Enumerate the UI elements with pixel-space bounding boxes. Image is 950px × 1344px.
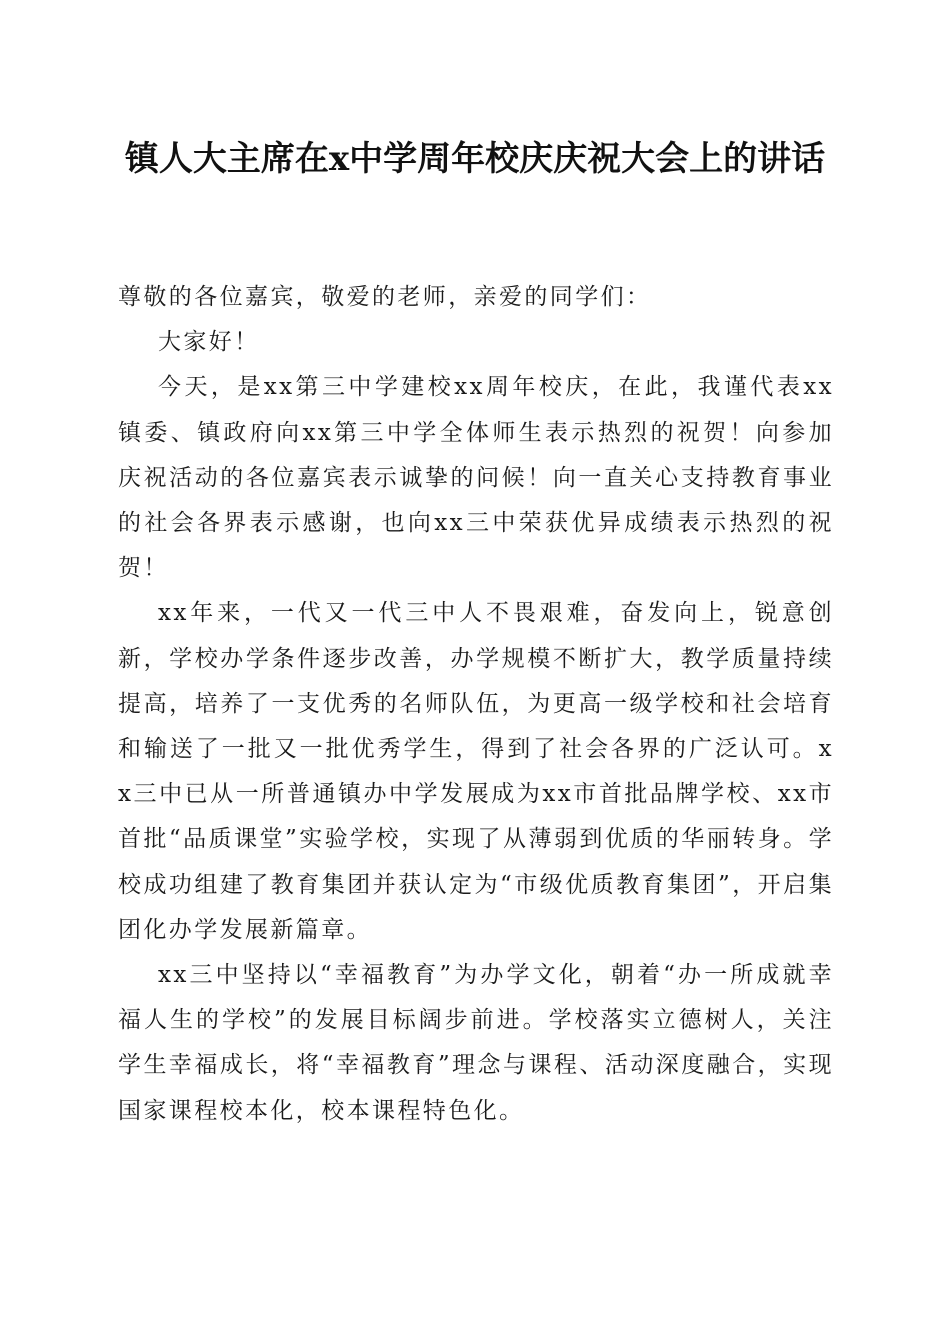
paragraph-happiness-education: xx三中坚持以“幸福教育”为办学文化，朝着“办一所成就幸福人生的学校”的发展目标阔步前进。学校落实立德树人，关注学生幸福成长，将“幸福教育”理念与课程、活动深度融合，实现国家课程校本化，校本课程特色化。 [118, 962, 834, 1124]
paragraph-congratulations: 今天，是xx第三中学建校xx周年校庆，在此，我谨代表xx镇委、镇政府向xx第三中学全体师生表示热烈的祝贺！向参加庆祝活动的各位嘉宾表示诚挚的问候！向一直关心支持教育事业的社会各界表示感谢，也向xx三中荣获优异成绩表示热烈的祝贺！ [118, 374, 834, 582]
paragraph-greeting: 大家好！ [158, 329, 260, 356]
paragraph-history: xx年来，一代又一代三中人不畏艰难，奋发向上，锐意创新，学校办学条件逐步改善，办学规模不断扩大，教学质量持续提高，培养了一支优秀的名师队伍，为更高一级学校和社会培育和输送了一批又一批优秀学生，得到了社会各界的广泛认可。xx三中已从一所普通镇办中学发展成为xx市首批品牌学校、xx市首批“品质课堂”实验学校，实现了从薄弱到优质的华丽转身。学校成功组建了教育集团并获认定为“市级优质教育集团”，开启集团化办学发展新篇章。 [118, 600, 834, 943]
document-title: 镇人大主席在x中学周年校庆庆祝大会上的讲话 [124, 139, 826, 179]
salutation: 尊敬的各位嘉宾，敬爱的老师，亲爱的同学们： [118, 284, 652, 310]
document-body [118, 275, 834, 1134]
